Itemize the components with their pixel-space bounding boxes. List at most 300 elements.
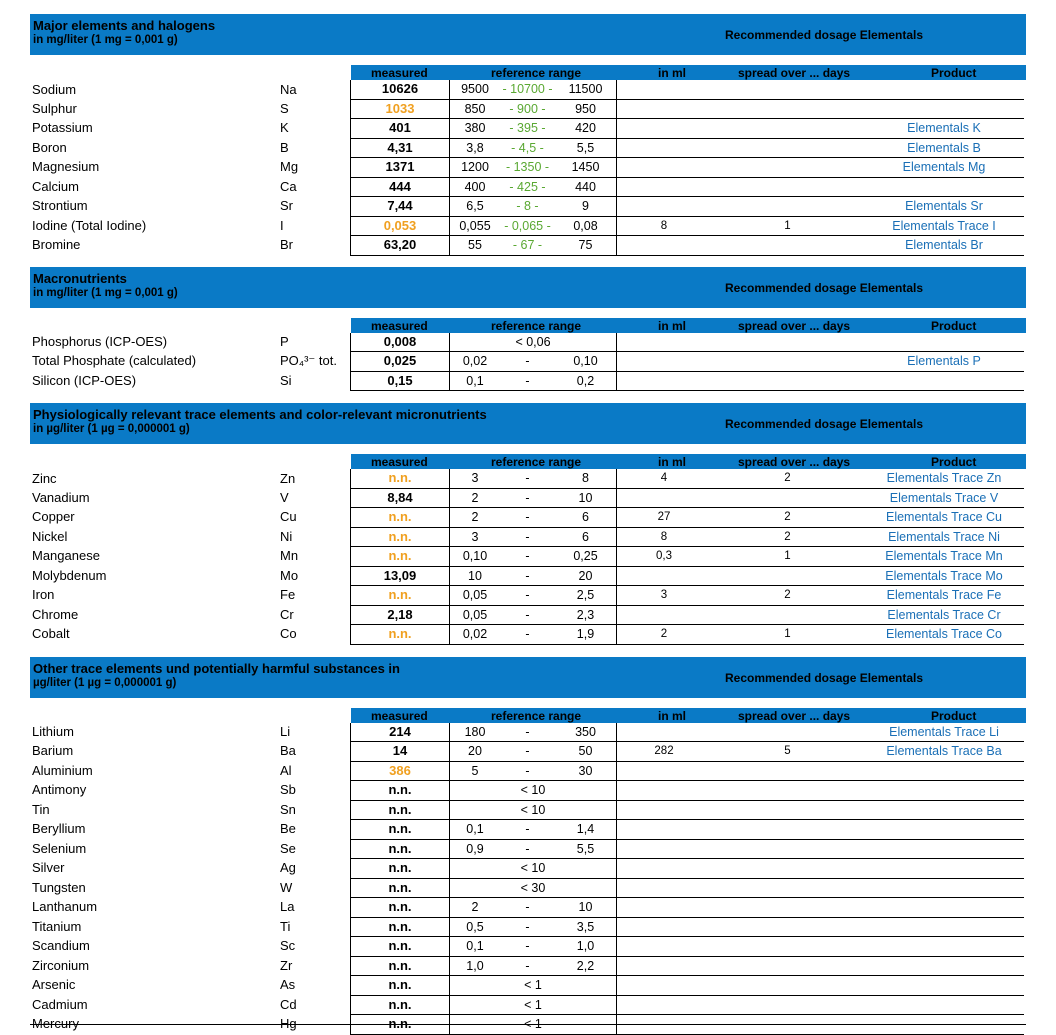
dosage-ml [617, 781, 712, 801]
col-measured: measured [371, 318, 428, 333]
element-table [30, 80, 1024, 256]
table-row [30, 742, 1024, 762]
element-name: Molybdenum [32, 567, 107, 583]
reference-high: 3,5 [555, 917, 617, 937]
dosage-ml [617, 995, 712, 1015]
dosage-days [711, 197, 864, 217]
dosage-ml [617, 976, 712, 996]
element-symbol: PO₄³⁻ tot. [280, 353, 337, 369]
product-link[interactable] [864, 937, 1024, 957]
reference-target: - 900 - [500, 99, 555, 119]
product-link[interactable]: Elementals Sr [864, 197, 1024, 217]
dosage-ml [617, 898, 712, 918]
table-row [30, 976, 1024, 996]
dosage-days [711, 839, 864, 859]
dosage-days [711, 138, 864, 158]
col-spread-days: spread over ... days [738, 66, 851, 80]
measured-value: 444 [351, 177, 450, 197]
measured-value: n.n. [351, 820, 450, 840]
reference-target: - [500, 566, 555, 586]
product-link[interactable] [864, 917, 1024, 937]
table-row [30, 820, 1024, 840]
table-row [30, 800, 1024, 820]
element-symbol: B [280, 139, 289, 155]
product-link[interactable] [864, 820, 1024, 840]
product-link[interactable] [864, 956, 1024, 976]
reference-high: 0,08 [555, 216, 617, 236]
reference-high: 2,5 [555, 586, 617, 606]
col-reference-range: reference range [491, 66, 582, 80]
measured-value: 13,09 [351, 566, 450, 586]
reference-limit: < 1 [450, 1015, 617, 1035]
measured-value: n.n. [351, 976, 450, 996]
reference-target: - 425 - [500, 177, 555, 197]
product-link[interactable]: Elementals Trace I [864, 216, 1024, 236]
product-link[interactable] [864, 898, 1024, 918]
section-header [30, 657, 1026, 698]
section-title-text: Physiologically relevant trace elements and color-relevant micronutrients [33, 407, 487, 422]
dosage-days: 1 [711, 625, 864, 645]
element-symbol: Sr [280, 198, 293, 214]
element-name: Bromine [32, 237, 81, 253]
measured-value: n.n. [351, 898, 450, 918]
dosage-days [711, 956, 864, 976]
product-link[interactable]: Elementals Trace Mn [864, 547, 1024, 567]
element-symbol: V [280, 489, 289, 505]
col-spread-days: spread over ... days [738, 318, 851, 333]
dosage-ml [617, 80, 712, 99]
reference-target: - [500, 352, 555, 372]
col-measured: measured [371, 455, 428, 469]
section-title [33, 272, 178, 300]
section-title [33, 662, 400, 690]
reference-high: 0,25 [555, 547, 617, 567]
reference-low: 0,1 [450, 371, 501, 391]
section-subtitle: in mg/liter (1 mg = 0,001 g) [33, 286, 178, 299]
product-link[interactable] [864, 333, 1024, 352]
table-row [30, 236, 1024, 256]
measured-value: 63,20 [351, 236, 450, 256]
element-symbol: Be [280, 821, 296, 837]
reference-low: 400 [450, 177, 501, 197]
reference-high: 8 [555, 469, 617, 488]
dosage-days [711, 800, 864, 820]
measured-value: n.n. [351, 469, 450, 488]
dosage-days [711, 158, 864, 178]
dosage-ml [617, 371, 712, 391]
element-symbol: W [280, 879, 293, 895]
reference-target: - [500, 839, 555, 859]
dosage-ml [617, 236, 712, 256]
element-table [30, 469, 1024, 645]
table-row [30, 956, 1024, 976]
measured-value: 214 [351, 723, 450, 742]
reference-target: - 395 - [500, 119, 555, 139]
product-link[interactable]: Elementals Trace Fe [864, 586, 1024, 606]
product-link[interactable] [864, 995, 1024, 1015]
table-row [30, 138, 1024, 158]
measured-value: n.n. [351, 781, 450, 801]
col-in-ml: in ml [658, 66, 687, 80]
element-name: Lithium [32, 724, 74, 739]
measured-value: 0,053 [351, 216, 450, 236]
reference-high: 5,5 [555, 138, 617, 158]
measured-value: 1371 [351, 158, 450, 178]
reference-high: 420 [555, 119, 617, 139]
element-symbol: Li [280, 724, 291, 739]
element-name: Zirconium [32, 957, 90, 973]
dosage-days [711, 781, 864, 801]
dosage-ml [617, 956, 712, 976]
reference-low: 0,1 [450, 937, 501, 957]
product-link[interactable]: Elementals Trace Mo [864, 566, 1024, 586]
element-name: Chrome [32, 606, 79, 622]
section-2 [30, 403, 1026, 645]
dosage-ml [617, 333, 712, 352]
reference-low: 0,10 [450, 547, 501, 567]
table-row [30, 488, 1024, 508]
reference-low: 0,05 [450, 586, 501, 606]
measured-value: n.n. [351, 508, 450, 528]
column-header [351, 708, 1026, 723]
reference-high: 0,2 [555, 371, 617, 391]
table-row [30, 527, 1024, 547]
section-subtitle: in µg/liter (1 µg = 0,000001 g) [33, 423, 190, 435]
dosage-days [711, 976, 864, 996]
product-link[interactable]: Elementals Trace Zn [864, 469, 1024, 488]
dosage-days [711, 333, 864, 352]
table-row [30, 723, 1024, 742]
product-link[interactable] [864, 878, 1024, 898]
section-title [33, 408, 487, 436]
reference-target: - [500, 820, 555, 840]
product-link[interactable]: Elementals Br [864, 236, 1024, 256]
reference-high: 10 [555, 488, 617, 508]
element-name: Sodium [32, 81, 77, 97]
reference-target: - [500, 937, 555, 957]
element-name: Aluminium [32, 762, 93, 778]
reference-target: - [500, 508, 555, 528]
product-link[interactable]: Elementals Trace V [864, 488, 1024, 508]
reference-low: 2 [450, 488, 501, 508]
dosage-days [711, 566, 864, 586]
section-dosage-heading: Recommended dosage Elementals [725, 280, 924, 295]
reference-low: 2 [450, 508, 501, 528]
element-name: Nickel [32, 528, 68, 544]
dosage-days: 2 [711, 508, 864, 528]
reference-low: 55 [450, 236, 501, 256]
dosage-days [711, 761, 864, 781]
section-1 [30, 267, 1026, 392]
dosage-days [711, 859, 864, 879]
measured-value: n.n. [351, 859, 450, 879]
table-row [30, 216, 1024, 236]
reference-high: 1,0 [555, 937, 617, 957]
reference-high: 2,3 [555, 605, 617, 625]
dosage-ml: 4 [617, 469, 712, 488]
reference-limit: < 0,06 [450, 333, 617, 352]
table-row [30, 119, 1024, 139]
reference-target: - 67 - [500, 236, 555, 256]
table-row [30, 761, 1024, 781]
product-link[interactable] [864, 781, 1024, 801]
element-symbol: As [280, 977, 296, 993]
measured-value: 14 [351, 742, 450, 762]
col-spread-days: spread over ... days [738, 708, 851, 723]
column-header [351, 454, 1026, 469]
section-3 [30, 657, 1026, 1035]
reference-target: - [500, 488, 555, 508]
section-title-text: Macronutrients [33, 270, 127, 286]
reference-target: - 8 - [500, 197, 555, 217]
reference-high: 50 [555, 742, 617, 762]
product-link[interactable] [864, 976, 1024, 996]
reference-high: 11500 [555, 80, 617, 99]
reference-target: - [500, 625, 555, 645]
dosage-days [711, 917, 864, 937]
table-row [30, 878, 1024, 898]
reference-high: 440 [555, 177, 617, 197]
reference-high: 30 [555, 761, 617, 781]
table-row [30, 995, 1024, 1015]
reference-high: 2,2 [555, 956, 617, 976]
reference-target: - [500, 917, 555, 937]
dosage-ml [617, 917, 712, 937]
table-row [30, 917, 1024, 937]
element-symbol: Ag [280, 860, 296, 876]
dosage-ml [617, 177, 712, 197]
element-symbol: Mo [280, 567, 299, 583]
measured-value: 0,15 [351, 371, 450, 391]
column-header [351, 318, 1026, 333]
reference-low: 2 [450, 898, 501, 918]
element-name: Manganese [32, 548, 100, 564]
measured-value: n.n. [351, 995, 450, 1015]
dosage-ml: 27 [617, 508, 712, 528]
measured-value: n.n. [351, 937, 450, 957]
reference-target: - [500, 371, 555, 391]
product-link[interactable]: Elementals Trace Cu [864, 508, 1024, 528]
col-product: Product [931, 455, 977, 469]
dosage-ml [617, 197, 712, 217]
dosage-ml: 8 [617, 527, 712, 547]
element-name: Tin [32, 801, 50, 817]
table-row [30, 605, 1024, 625]
measured-value: n.n. [351, 917, 450, 937]
reference-low: 0,05 [450, 605, 501, 625]
measured-value: 386 [351, 761, 450, 781]
dosage-ml [617, 605, 712, 625]
element-symbol: I [280, 217, 284, 233]
element-symbol: Cu [280, 509, 297, 525]
product-link[interactable]: Elementals Trace Li [864, 723, 1024, 742]
element-symbol: Mg [280, 159, 299, 175]
dosage-ml [617, 566, 712, 586]
product-link[interactable] [864, 177, 1024, 197]
element-name: Titanium [32, 918, 82, 934]
element-symbol: Ca [280, 178, 297, 194]
product-link[interactable]: Elementals Trace Ba [864, 742, 1024, 762]
product-link[interactable] [864, 839, 1024, 859]
table-row [30, 625, 1024, 645]
column-header [351, 65, 1026, 80]
section-dosage-heading: Recommended dosage Elementals [725, 28, 924, 42]
product-link[interactable]: Elementals K [864, 119, 1024, 139]
dosage-days: 5 [711, 742, 864, 762]
reference-low: 1200 [450, 158, 501, 178]
reference-target: - [500, 547, 555, 567]
measured-value: 0,008 [351, 333, 450, 352]
element-symbol: Cr [280, 606, 294, 622]
measured-value: n.n. [351, 625, 450, 645]
dosage-days [711, 488, 864, 508]
reference-low: 10 [450, 566, 501, 586]
dosage-days: 1 [711, 216, 864, 236]
dosage-ml [617, 878, 712, 898]
reference-low: 3,8 [450, 138, 501, 158]
element-name: Selenium [32, 840, 87, 856]
element-symbol: Ni [280, 528, 293, 544]
element-symbol: Ba [280, 743, 296, 759]
reference-low: 0,9 [450, 839, 501, 859]
reference-high: 6 [555, 508, 617, 528]
table-row [30, 547, 1024, 567]
col-measured: measured [371, 66, 428, 80]
dosage-ml [617, 158, 712, 178]
product-link[interactable] [864, 371, 1024, 391]
reference-target: - 10700 - [500, 80, 555, 99]
dosage-days: 1 [711, 547, 864, 567]
footer-rule [30, 1024, 1026, 1025]
reference-target: - [500, 956, 555, 976]
col-product: Product [931, 708, 977, 723]
element-name: Strontium [32, 198, 88, 214]
reference-target: - 1350 - [500, 158, 555, 178]
reference-limit: < 1 [450, 995, 617, 1015]
section-header [30, 14, 1026, 55]
element-name: Silicon (ICP-OES) [32, 372, 137, 388]
measured-value: 0,025 [351, 352, 450, 372]
reference-high: 20 [555, 566, 617, 586]
reference-limit: < 30 [450, 878, 617, 898]
section-header [30, 267, 1026, 308]
reference-high: 9 [555, 197, 617, 217]
dosage-days [711, 898, 864, 918]
reference-low: 1,0 [450, 956, 501, 976]
element-symbol: Co [280, 626, 297, 642]
dosage-days [711, 995, 864, 1015]
product-link[interactable]: Elementals Trace Co [864, 625, 1024, 645]
dosage-days [711, 723, 864, 742]
table-row [30, 566, 1024, 586]
product-link[interactable] [864, 800, 1024, 820]
element-name: Tungsten [32, 879, 86, 895]
reference-target: - 4,5 - [500, 138, 555, 158]
product-link[interactable] [864, 761, 1024, 781]
product-link[interactable] [864, 80, 1024, 99]
element-symbol: P [280, 334, 289, 349]
table-row [30, 99, 1024, 119]
col-reference-range: reference range [491, 708, 582, 723]
reference-high: 1,4 [555, 820, 617, 840]
section-header [30, 403, 1026, 444]
col-in-ml: in ml [658, 455, 687, 469]
product-link[interactable]: Elementals Trace Ni [864, 527, 1024, 547]
dosage-ml [617, 859, 712, 879]
reference-limit: < 1 [450, 976, 617, 996]
reference-high: 350 [555, 723, 617, 742]
dosage-ml [617, 839, 712, 859]
element-name: Total Phosphate (calculated) [32, 353, 197, 369]
reference-low: 5 [450, 761, 501, 781]
table-row [30, 586, 1024, 606]
reference-low: 0,5 [450, 917, 501, 937]
reference-low: 20 [450, 742, 501, 762]
dosage-days [711, 236, 864, 256]
element-symbol: Zn [280, 470, 296, 486]
element-name: Cobalt [32, 626, 70, 642]
product-link[interactable] [864, 99, 1024, 119]
element-name: Antimony [32, 782, 87, 798]
element-name: Silver [32, 860, 65, 876]
product-link[interactable] [864, 859, 1024, 879]
measured-value: 401 [351, 119, 450, 139]
table-row [30, 80, 1024, 99]
reference-low: 6,5 [450, 197, 501, 217]
section-title-text: Other trace elements und potentially harmful substances in [33, 660, 400, 676]
table-row [30, 508, 1024, 528]
section-title [33, 19, 215, 47]
table-row [30, 469, 1024, 488]
product-link[interactable]: Elementals B [864, 138, 1024, 158]
reference-target: - 0,065 - [500, 216, 555, 236]
product-link[interactable]: Elementals P [864, 352, 1024, 372]
element-name: Calcium [32, 178, 79, 194]
dosage-days [711, 177, 864, 197]
element-symbol: K [280, 120, 289, 136]
element-symbol: Zr [280, 957, 293, 973]
col-in-ml: in ml [658, 708, 687, 723]
reference-limit: < 10 [450, 800, 617, 820]
measured-value: n.n. [351, 547, 450, 567]
reference-target: - [500, 469, 555, 488]
element-table [30, 333, 1024, 392]
col-product: Product [931, 66, 977, 80]
table-row [30, 859, 1024, 879]
reference-low: 0,055 [450, 216, 501, 236]
measured-value: 1033 [351, 99, 450, 119]
reference-target: - [500, 527, 555, 547]
product-link[interactable]: Elementals Mg [864, 158, 1024, 178]
section-dosage-heading: Recommended dosage Elementals [725, 670, 924, 685]
element-name: Boron [32, 139, 67, 155]
product-link[interactable]: Elementals Trace Cr [864, 605, 1024, 625]
reference-low: 380 [450, 119, 501, 139]
section-0 [30, 14, 1026, 256]
element-name: Arsenic [32, 977, 76, 993]
dosage-ml [617, 352, 712, 372]
element-symbol: Mn [280, 548, 299, 564]
element-symbol: Sb [280, 782, 296, 798]
element-symbol: Al [280, 762, 292, 778]
measured-value: n.n. [351, 1015, 450, 1035]
element-name: Beryllium [32, 821, 86, 837]
reference-high: 1,9 [555, 625, 617, 645]
reference-high: 6 [555, 527, 617, 547]
section-subtitle: µg/liter (1 µg = 0,000001 g) [33, 676, 177, 689]
table-row [30, 158, 1024, 178]
dosage-ml: 8 [617, 216, 712, 236]
